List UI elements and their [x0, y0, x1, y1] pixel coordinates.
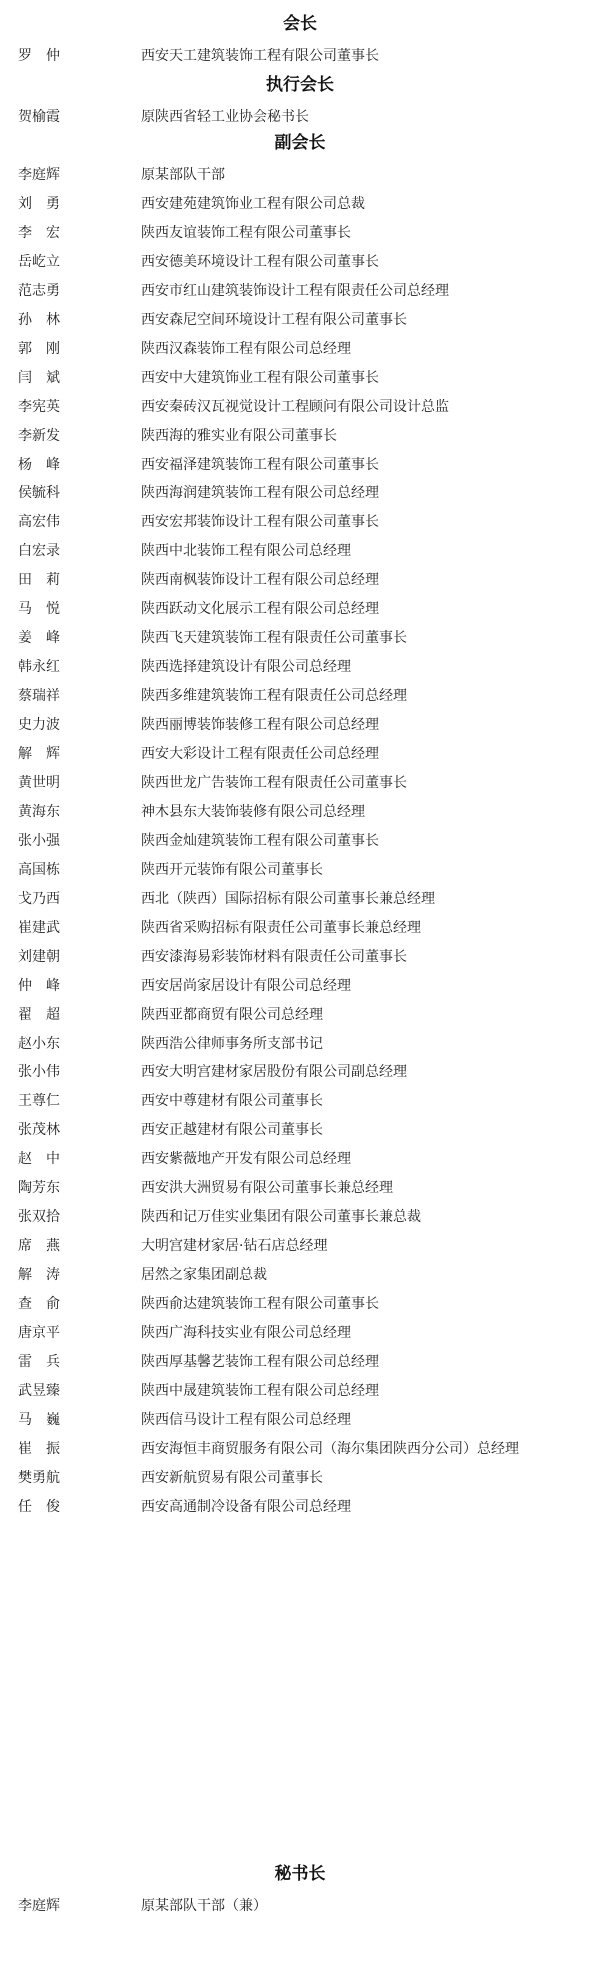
member-organization: 西安大明宫建材家居股份有限公司副总经理: [141, 1064, 407, 1081]
member-name: 张小强: [18, 832, 60, 849]
member-row: [0, 1408, 600, 1432]
member-row: [0, 1176, 600, 1200]
member-name: 崔建武: [18, 919, 60, 936]
member-row: [0, 1263, 600, 1287]
member-organization: 陕西中晟建筑装饰工程有限公司总经理: [141, 1382, 379, 1399]
member-name: 蔡瑞祥: [18, 688, 60, 705]
member-organization: 西安秦砖汉瓦视觉设计工程顾问有限公司设计总监: [141, 398, 449, 415]
member-name: 孙 林: [18, 311, 60, 328]
member-name: 高宏伟: [18, 514, 60, 531]
member-organization: 西安市红山建筑装饰设计工程有限责任公司总经理: [141, 282, 449, 299]
member-name: 郭 刚: [18, 340, 60, 357]
member-organization: 陕西中北装饰工程有限公司总经理: [141, 543, 351, 560]
member-name: 武昱臻: [18, 1382, 60, 1399]
member-organization: 西安紫薇地产开发有限公司总经理: [141, 1151, 351, 1168]
member-name: 范志勇: [18, 282, 60, 299]
member-name: 解 辉: [18, 746, 60, 762]
member-row: [0, 1350, 600, 1374]
member-name: 唐京平: [18, 1325, 60, 1341]
member-name: 马 悦: [18, 601, 60, 618]
member-row: [0, 481, 600, 505]
member-name: 白宏录: [18, 543, 60, 560]
member-row: [0, 1292, 600, 1316]
member-row: [0, 1379, 600, 1403]
member-name: 李宪英: [18, 398, 60, 415]
section-title: 执行会长: [266, 75, 334, 95]
member-row: [0, 829, 600, 853]
member-row: [0, 858, 600, 882]
member-name: 闫 斌: [18, 369, 60, 386]
member-row: [0, 916, 600, 940]
member-name: 史力波: [18, 717, 60, 734]
member-row: [0, 1089, 600, 1113]
member-name: 李 宏: [18, 224, 60, 241]
member-name: 贺榆霞: [18, 109, 60, 125]
member-organization: 陕西广海科技实业有限公司总经理: [141, 1325, 351, 1341]
member-organization: 西安新航贸易有限公司董事长: [141, 1469, 323, 1486]
member-row: [0, 800, 600, 824]
member-name: 马 巍: [18, 1411, 60, 1428]
member-row: [0, 453, 600, 477]
member-row: [0, 742, 600, 766]
member-name: 赵小东: [18, 1035, 60, 1052]
member-organization: 西北（陕西）国际招标有限公司董事长兼总经理: [141, 890, 435, 907]
member-organization: 陕西信马设计工程有限公司总经理: [141, 1411, 351, 1428]
member-row: [0, 1118, 600, 1142]
member-name: 赵 中: [18, 1151, 60, 1168]
member-row: [0, 510, 600, 534]
member-organization: 居然之家集团副总裁: [141, 1267, 267, 1284]
member-organization: 西安中尊建材有限公司董事长: [141, 1093, 323, 1110]
member-organization: 西安洪大洲贸易有限公司董事长兼总经理: [141, 1180, 393, 1197]
member-name: 陶芳东: [18, 1180, 60, 1197]
member-organization: 西安宏邦装饰设计工程有限公司董事长: [141, 514, 379, 531]
member-organization: 陕西南枫装饰设计工程有限公司总经理: [141, 572, 379, 589]
member-organization: 陕西选择建筑设计有限公司总经理: [141, 659, 351, 676]
member-organization: 陕西飞天建筑装饰工程有限责任公司董事长: [141, 630, 407, 647]
member-row: [0, 1147, 600, 1171]
member-row: [0, 105, 600, 129]
member-row: [0, 424, 600, 448]
section-title: 秘书长: [274, 1864, 326, 1884]
member-name: 张双拾: [18, 1209, 60, 1226]
member-name: 戈乃西: [18, 890, 60, 907]
member-row: [0, 568, 600, 592]
member-row: [0, 221, 600, 245]
member-row: [0, 337, 600, 361]
member-organization: 西安森尼空间环境设计工程有限公司董事长: [141, 311, 407, 328]
member-name: 任 俊: [18, 1498, 60, 1515]
member-name: 刘建朝: [18, 948, 60, 965]
member-organization: 西安中大建筑饰业工程有限公司董事长: [141, 369, 379, 386]
member-organization: 陕西跃动文化展示工程有限公司总经理: [141, 601, 379, 618]
section-title: 副会长: [274, 133, 326, 153]
member-organization: 陕西省采购招标有限责任公司董事长兼总经理: [141, 919, 421, 936]
member-name: 张茂林: [18, 1122, 60, 1139]
member-name: 侯毓科: [18, 485, 60, 502]
member-name: 高国栋: [18, 861, 60, 878]
member-name: 李新发: [18, 427, 60, 444]
member-name: 席 燕: [18, 1238, 60, 1255]
member-row: [0, 1495, 600, 1519]
member-row: [0, 395, 600, 419]
member-organization: 西安福泽建筑装饰工程有限公司董事长: [141, 456, 379, 473]
member-row: [0, 771, 600, 795]
member-organization: 原陕西省轻工业协会秘书长: [141, 109, 309, 125]
member-row: [0, 1032, 600, 1056]
member-organization: 陕西汉森装饰工程有限公司总经理: [141, 340, 351, 357]
member-organization: 陕西海的雅实业有限公司董事长: [141, 427, 337, 444]
member-name: 岳屹立: [18, 253, 60, 270]
member-name: 李庭辉: [18, 167, 60, 183]
member-name: 雷 兵: [18, 1353, 60, 1370]
member-row: [0, 44, 600, 68]
member-name: 黄世明: [18, 774, 60, 791]
member-name: 罗 仲: [18, 48, 60, 64]
member-organization: 神木县东大装饰装修有限公司总经理: [141, 803, 365, 820]
member-row: [0, 974, 600, 998]
member-organization: 陕西浩公律师事务所支部书记: [141, 1035, 323, 1052]
member-organization: 陕西丽博装饰装修工程有限公司总经理: [141, 717, 379, 734]
member-organization: 陕西俞达建筑装饰工程有限公司董事长: [141, 1296, 379, 1313]
member-row: [0, 192, 600, 216]
member-row: [0, 1003, 600, 1027]
member-row: [0, 163, 600, 187]
member-row: [0, 713, 600, 737]
member-organization: 陕西海润建筑装饰工程有限公司总经理: [141, 485, 379, 502]
member-name: 韩永红: [18, 659, 60, 676]
member-organization: 西安天工建筑装饰工程有限公司董事长: [141, 48, 379, 64]
member-row: [0, 626, 600, 650]
member-organization: 原某部队干部: [141, 167, 225, 183]
member-organization: 西安正越建材有限公司董事长: [141, 1122, 323, 1139]
member-row: [0, 366, 600, 390]
member-name: 杨 峰: [18, 456, 60, 473]
member-row: [0, 597, 600, 621]
member-name: 张小伟: [18, 1064, 60, 1081]
member-organization: 陕西多维建筑装饰工程有限责任公司总经理: [141, 688, 407, 705]
member-row: [0, 887, 600, 911]
member-name: 李庭辉: [18, 1898, 60, 1914]
member-name: 田 莉: [18, 572, 60, 589]
member-row: [0, 945, 600, 969]
member-organization: 西安海恒丰商贸服务有限公司（海尔集团陕西分公司）总经理: [141, 1440, 519, 1457]
member-organization: 陕西厚基馨艺装饰工程有限公司总经理: [141, 1353, 379, 1370]
member-name: 王尊仁: [18, 1093, 60, 1110]
member-organization: 陕西友谊装饰工程有限公司董事长: [141, 224, 351, 241]
member-name: 仲 峰: [18, 977, 60, 994]
member-name: 樊勇航: [18, 1469, 60, 1486]
member-organization: 大明宫建材家居·钻石店总经理: [141, 1238, 328, 1255]
member-organization: 原某部队干部（兼）: [141, 1898, 267, 1914]
member-organization: 陕西亚都商贸有限公司总经理: [141, 1006, 323, 1023]
member-row: [0, 655, 600, 679]
section-title: 会长: [283, 14, 317, 34]
member-row: [0, 1205, 600, 1229]
member-name: 翟 超: [18, 1006, 60, 1023]
member-row: [0, 1234, 600, 1258]
member-row: [0, 1466, 600, 1490]
member-row: [0, 308, 600, 332]
member-organization: 西安漆海易彩装饰材料有限责任公司董事长: [141, 948, 407, 965]
member-name: 查 俞: [18, 1296, 60, 1313]
member-organization: 陕西开元装饰有限公司董事长: [141, 861, 323, 878]
member-row: [0, 279, 600, 303]
member-row: [0, 250, 600, 274]
member-name: 崔 振: [18, 1440, 60, 1457]
member-organization: 西安建苑建筑饰业工程有限公司总裁: [141, 195, 365, 212]
member-organization: 陕西世龙广告装饰工程有限责任公司董事长: [141, 774, 407, 791]
member-row: [0, 1321, 600, 1345]
member-organization: 西安高通制冷设备有限公司总经理: [141, 1498, 351, 1515]
member-name: 姜 峰: [18, 630, 60, 647]
member-organization: 陕西和记万佳实业集团有限公司董事长兼总裁: [141, 1209, 421, 1226]
member-organization: 陕西金灿建筑装饰工程有限公司董事长: [141, 832, 379, 849]
member-organization: 西安德美环境设计工程有限公司董事长: [141, 253, 379, 270]
member-row: [0, 684, 600, 708]
member-organization: 西安大彩设计工程有限责任公司总经理: [141, 746, 379, 762]
member-row: [0, 1437, 600, 1461]
member-organization: 西安居尚家居设计有限公司总经理: [141, 977, 351, 994]
member-name: 刘 勇: [18, 195, 60, 212]
member-name: 黄海东: [18, 803, 60, 820]
member-row: [0, 1894, 600, 1918]
member-name: 解 涛: [18, 1267, 60, 1284]
member-row: [0, 1060, 600, 1084]
member-row: [0, 539, 600, 563]
